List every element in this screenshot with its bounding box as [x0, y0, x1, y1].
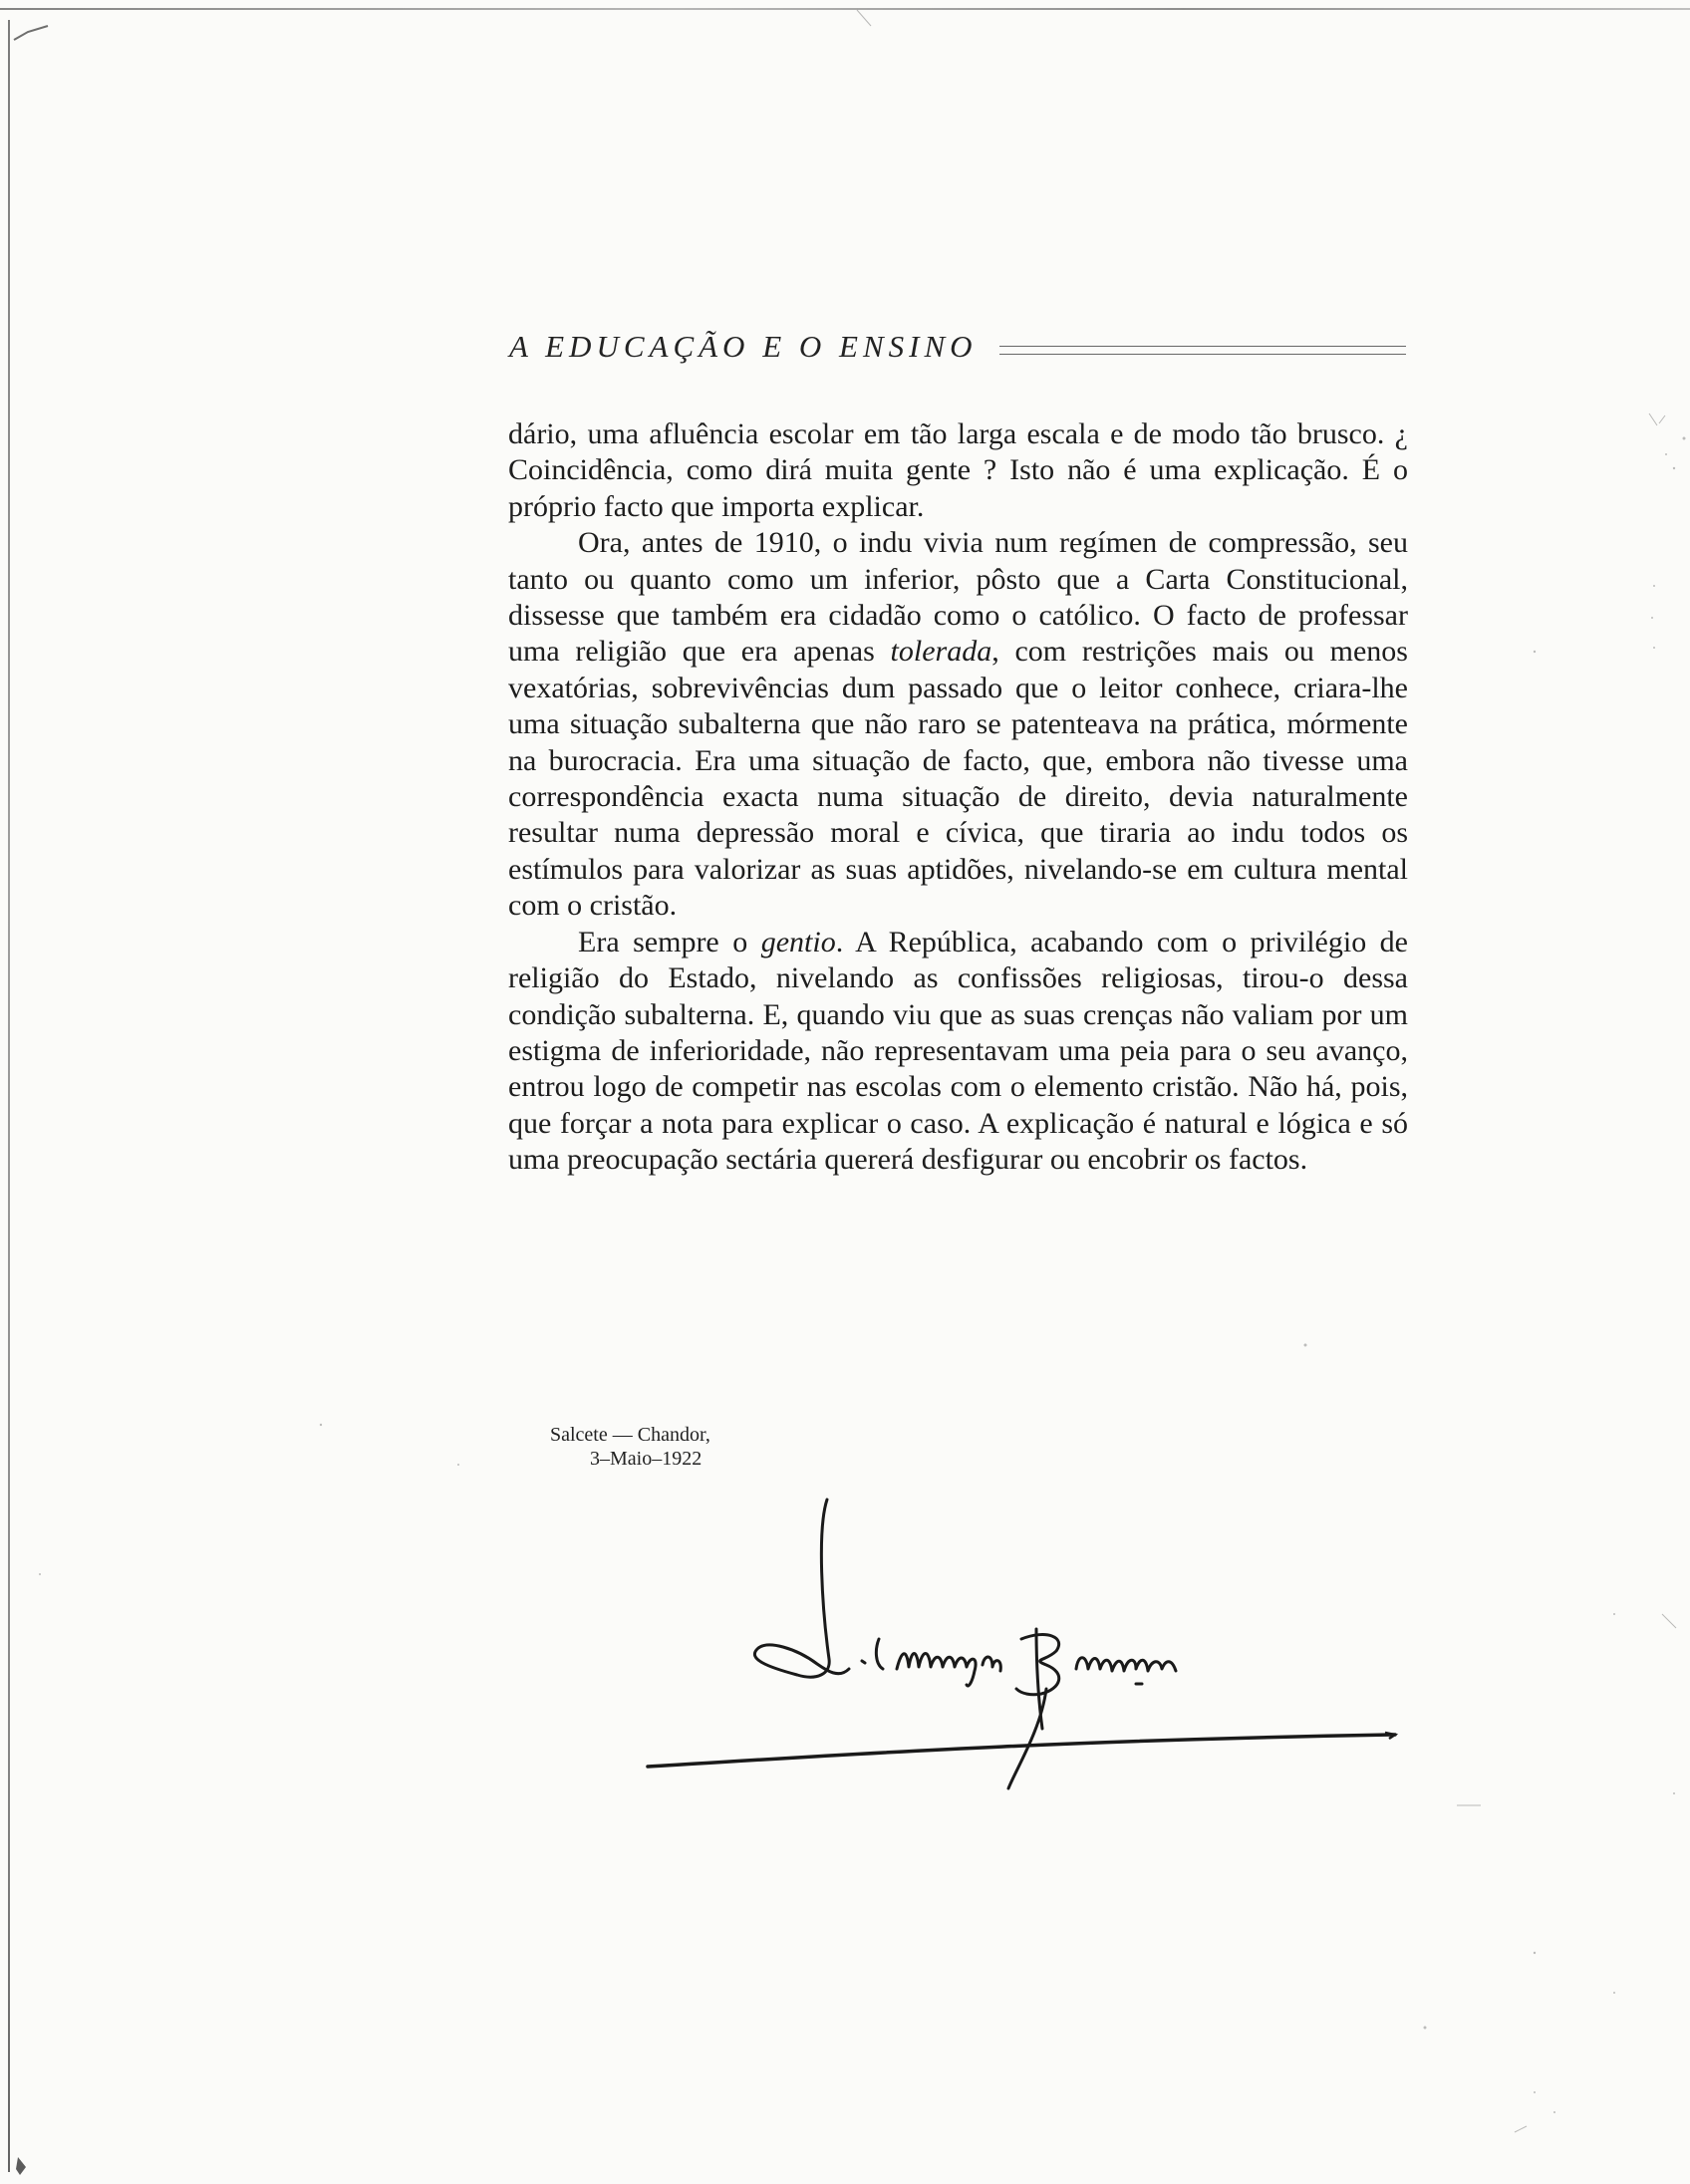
emphasis-text: tolerada — [890, 635, 992, 669]
paragraph-3 — [508, 925, 1408, 1179]
signoff — [550, 1423, 710, 1471]
handwritten-signature — [618, 1490, 1415, 1798]
paragraph-text: , com restrições mais ou menos vexatórias, sobrevivências dum passado que o leitor conhece, criara-lhe uma situação subalterna que não raro se patenteava na prática, mórmente na burocracia. Era uma situação de facto, que, embora não tivesse uma correspondência exacta numa situação de direito, devia naturalmente resultar numa depressão moral e cívica, que tiraria ao indu todos os estímulos para valorizar as suas aptidões, nivelando-se em cultura mental com o cristão. — [508, 635, 1408, 923]
paragraph-1 — [508, 416, 1408, 525]
paragraph-text: . A República, acabando com o privilégio de religião do Estado, nivelando as confissões religiosas, tirou-o dessa condição subalterna. E, quando viu que as suas crenças não valiam por um estigma de inferioridade, não representavam uma peia para o seu avanço, entrou logo de competir nas escolas com o elemento cristão. Não há, pois, que forçar a nota para explicar o caso. A explicação é natural e lógica e só uma preocupação sectária quererá desfigurar ou encobrir os factos. — [508, 925, 1409, 1177]
paragraph-text: Ora, antes de 1910, o indu vivia num regímen de compressão, seu tanto ou quanto como um inferior, pôsto que a Carta Constitucional, dissesse que também era cidadão como o católico. O facto de professar uma religião que era apenas — [508, 526, 1408, 669]
running-head-rule — [999, 346, 1406, 355]
running-head-title: A EDUCAÇÃO E O ENSINO — [509, 329, 978, 364]
scan-edge-top — [0, 8, 1690, 10]
paragraph-text: Era sempre o — [578, 925, 761, 958]
signoff-place: Salcete — Chandor, — [550, 1424, 710, 1446]
signoff-date: 3–Maio–1922 — [590, 1448, 703, 1470]
running-head — [509, 327, 1406, 367]
scan-edge-left — [8, 20, 10, 2172]
paragraph-text: dário, uma afluência escolar em tão larga escala e de modo tão brusco. ¿ Coincidência, como dirá muita gente ? Isto não é uma explicação. É o próprio facto que importa explicar. — [508, 417, 1408, 523]
paragraph-2 — [508, 525, 1408, 924]
emphasis-text: gentio — [760, 925, 836, 958]
article-body — [508, 416, 1408, 1179]
